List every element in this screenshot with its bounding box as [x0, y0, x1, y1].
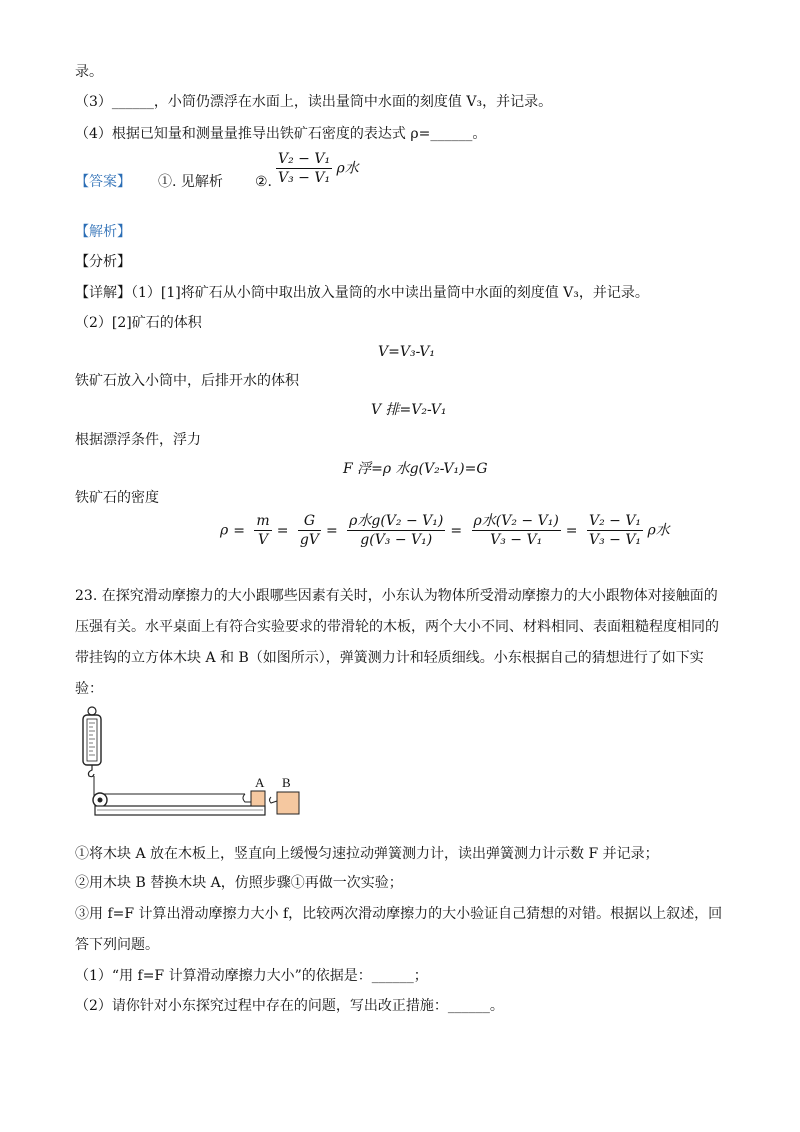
fenxi-tag: 【分析】 [75, 254, 131, 270]
label-b: B [282, 775, 291, 790]
fraction: $\frac{m}{V}$ [256, 513, 270, 548]
hook [243, 794, 251, 802]
experiment-figure [75, 700, 335, 830]
pulley [93, 793, 107, 807]
label-a: A [255, 775, 265, 790]
step-text: ②用木块 B 替换木块 A，仿照步骤①再做一次实验； [75, 875, 403, 891]
text-line: 录。 [75, 64, 103, 80]
hook [270, 797, 278, 803]
equation: F 浮=ρ 水g(V₂-V₁)=G [343, 461, 488, 477]
step-text: 答下列问题。 [75, 937, 159, 953]
question-text: 验： [75, 681, 103, 697]
block-b [277, 792, 299, 814]
text-line: （3）______，小筒仍漂浮在水面上，读出量筒中水面的刻度值 V₃，并记录。 [75, 94, 553, 110]
equation: V 排=V₂-V₁ [371, 402, 447, 418]
text-line: 根据漂浮条件，浮力 [75, 432, 201, 448]
step-text: ③用 f=F 计算出滑动摩擦力大小 f，比较两次滑动摩擦力的大小验证自己猜想的对错。根据以上叙述，回 [75, 906, 723, 922]
text-line: （2）[2]矿石的体积 [75, 315, 202, 331]
fraction: $\frac{\text{ρ水g(V₂ − V₁)}}{\text{g(V₃ − V₁)}}$ [349, 513, 444, 548]
fraction: $\frac{\text{ρ水(V₂ − V₁)}}{\text{V₃ − V₁}}$ [473, 513, 559, 548]
rho-water: ρ水 [336, 160, 359, 177]
text-line: （4）根据已知量和测量量推导出铁矿石密度的表达式 ρ=______。 [75, 126, 487, 142]
detail-line: 【详解】（1）[1]将矿石从小筒中取出放入量筒的水中读出量筒中水面的刻度值 V₃，并记录。 [75, 285, 649, 301]
density-formula: ρ = $\frac{m}{V}$ = $\frac{G}{gV}$ = $\frac{\text{ρ水g(V₂ − V₁)}}{\text{g(V₃ − V₁)}}$ = $\frac{\text{ρ水(V₂ − V₁)}}{\text{V₃ − V₁}}$ = $\frac{\text{V₂ − V₁}}{\text{V₃ − V₁}}$ ρ水 [220, 513, 670, 548]
jiexi-tag: 【解析】 [75, 224, 131, 240]
sub-question: （1）“用 f=F 计算滑动摩擦力大小”的依据是：______； [75, 968, 428, 984]
fraction: $\frac{G}{gV}$ [299, 513, 319, 548]
question-text: 23. 在探究滑动摩擦力的大小跟哪些因素有关时，小东认为物体所受滑动摩擦力的大小跟物体对接触面的 [75, 588, 718, 604]
answer-2-label: ②. [255, 174, 273, 190]
spring-scale [83, 707, 101, 777]
question-text: 压强有关。水平桌面上有符合实验要求的带滑轮的木板，两个大小不同、材料相同、表面粗糙程度相同的 [75, 619, 719, 635]
answer-formula [276, 150, 359, 187]
text-line: 铁矿石的密度 [75, 490, 159, 506]
detail-tag: 【详解】 [75, 285, 131, 301]
answer-tag: 【答案】 [75, 174, 131, 190]
fraction: $\frac{\text{V₂ − V₁}}{\text{V₃ − V₁}}$ [588, 513, 642, 548]
equation: V=V₃-V₁ [378, 344, 435, 360]
step-text: ①将木块 A 放在木板上，竖直向上缓慢匀速拉动弹簧测力计，读出弹簧测力计示数 F 并记录； [75, 846, 659, 862]
fraction: $\frac{\text{V₂ − V₁}}{\text{V₃ − V₁}}$ [278, 151, 331, 186]
wooden-board [95, 806, 265, 815]
answer-1: ①. 见解析 [158, 174, 223, 190]
text-line: 铁矿石放入小筒中，后排开水的体积 [75, 373, 299, 389]
block-a [251, 791, 265, 806]
sub-question: （2）请你针对小东探究过程中存在的问题，写出改正措施：______。 [75, 998, 504, 1014]
question-text: 带挂钩的立方体木块 A 和 B（如图所示），弹簧测力计和轻质细线。小东根据自己的猜想进行了如下实 [75, 650, 704, 666]
